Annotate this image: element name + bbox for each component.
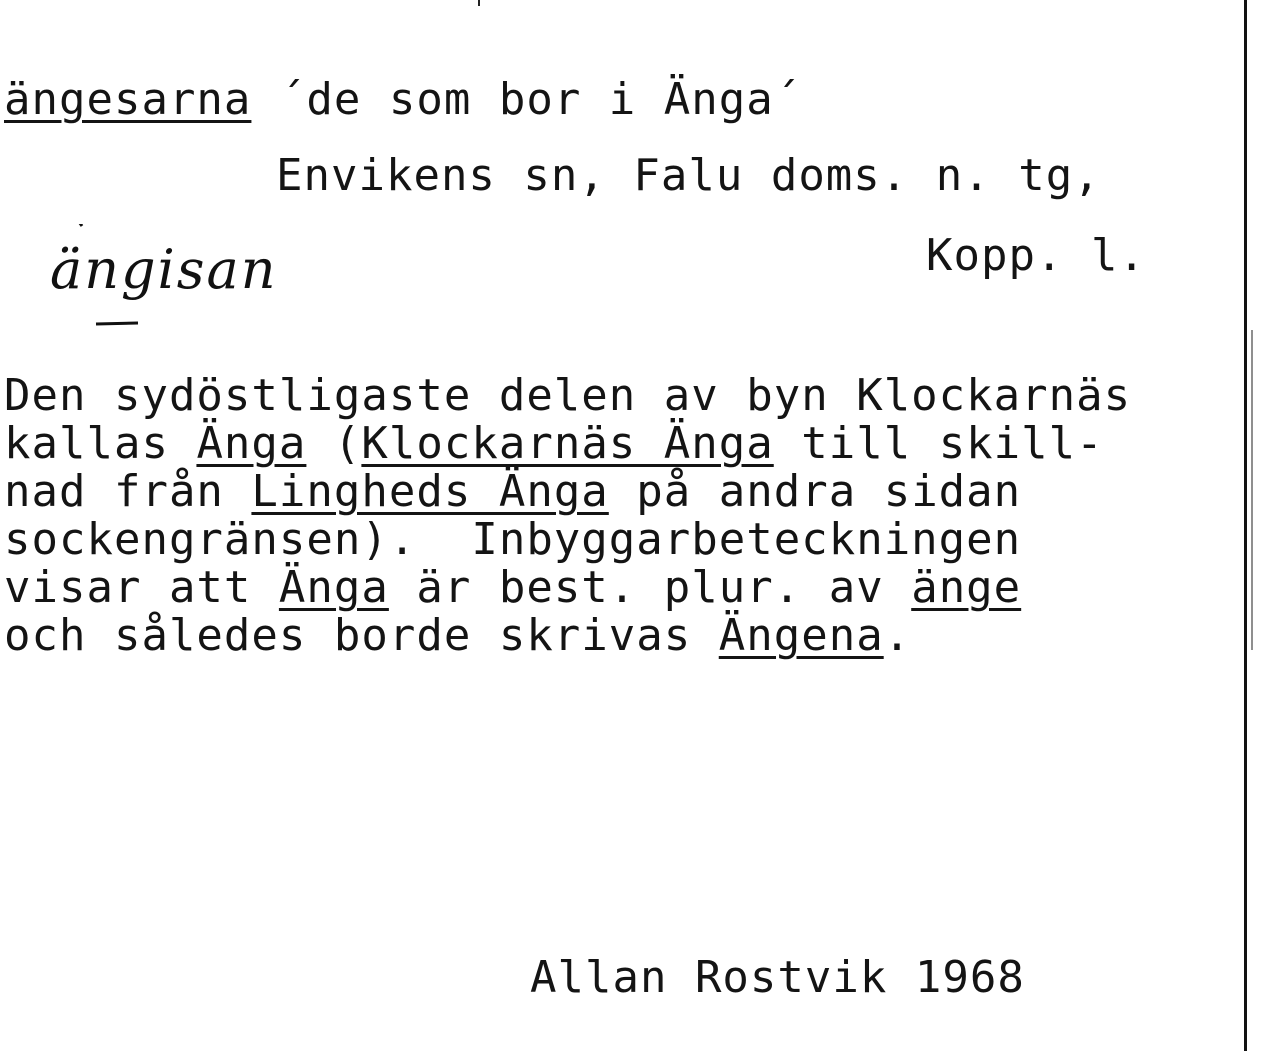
body-text-segment: till skill- <box>773 418 1104 469</box>
body-text-segment: Den sydöstligaste delen av byn Klockarnäs <box>4 370 1132 421</box>
body-line <box>4 468 1131 516</box>
grave-accent-mark <box>72 224 82 226</box>
headword-line <box>4 74 801 126</box>
underlined-place-name: Ängena <box>718 610 884 661</box>
body-line <box>4 564 1131 612</box>
gloss: ´de som bor i Änga´ <box>251 74 802 125</box>
location-line-2: Kopp. l. <box>926 230 1146 281</box>
body-text-segment: kallas <box>4 418 197 469</box>
location-line-1: Envikens sn, Falu doms. n. tg, <box>276 150 1101 201</box>
pronunciation-marks <box>50 224 310 354</box>
body-text-segment: på andra sidan <box>608 466 1022 517</box>
body-text-segment: ( <box>306 418 362 469</box>
body-line <box>4 516 1131 564</box>
headword: ängesarna <box>4 74 252 125</box>
scan-mark <box>478 0 480 6</box>
underlined-place-name: Klockarnäs Änga <box>361 418 774 469</box>
body-line <box>4 420 1131 468</box>
pronunciation-text: ängisan <box>50 238 278 301</box>
card-body-text <box>4 372 1131 660</box>
body-text-segment: är best. plur. av <box>388 562 912 613</box>
body-text-segment: visar att <box>4 562 279 613</box>
body-line <box>4 612 1131 660</box>
handwritten-pronunciation <box>50 224 310 354</box>
underlined-place-name: Lingheds Änga <box>251 466 609 517</box>
underlined-place-name: Änga <box>278 562 389 613</box>
underlined-place-name: änge <box>911 562 1022 613</box>
signature: Allan Rostvik 1968 <box>530 952 1025 1003</box>
underlined-place-name: Änga <box>196 418 307 469</box>
body-text-segment: sockengränsen). Inbyggarbeteckningen <box>4 514 1022 565</box>
card-edge-line <box>1244 0 1247 1051</box>
body-line <box>4 372 1131 420</box>
card-edge-shadow <box>1251 330 1253 650</box>
body-text-segment: och således borde skrivas <box>4 610 719 661</box>
body-text-segment: nad från <box>4 466 252 517</box>
body-text-segment: . <box>883 610 912 661</box>
pronunciation-underline-mark <box>96 323 138 324</box>
